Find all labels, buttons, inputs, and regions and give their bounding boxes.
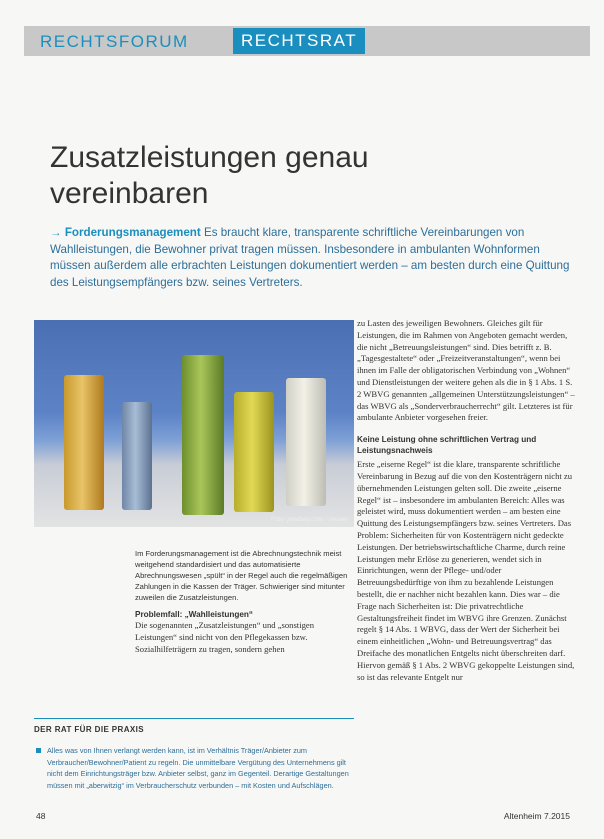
article-lead bbox=[50, 225, 570, 291]
article-title: Zusatzleistungen genau vereinbaren bbox=[50, 141, 369, 210]
article-photo bbox=[34, 320, 354, 527]
section-header bbox=[24, 26, 590, 56]
tip-text: Alles was von Ihnen verlangt werden kann, ist im Verhältnis Träger/Anbieter zum Verbraucher/Bewohner/Patient zu regeln. Die unmittelbare Vergütung des Unternehmens gilt nicht dem Einrichtungsträger bzw. Anbieter selbst, ganz im Gegenteil. Derartige Gestaltungen müssen mit „aberwitzig“ im Verbraucherschutz verbunden – mit Kosten und Aufschlägen. bbox=[34, 745, 354, 791]
intro-column: Im Forderungsmanagement ist die Abrechnungstechnik meist weitgehend standardisiert und das automatisierte Abrechnungswesen „spült“ in der Regel auch die regelmäßigen Zahlungen in die Kassen der Träger. Schwieriger sind mitunter zuweilen die Zusatzleistungen. Problemfall: „Wahlleistungen“ Die sogenannten „Zusatzleistungen“ und „sonstigen Leistungen“ sind nicht von den Pflegekassen bzw. Sozialhilfeträgern zu tragen, sondern gehen bbox=[135, 548, 350, 655]
arrow-icon: → bbox=[50, 226, 62, 239]
section-tag: RECHTSRAT bbox=[233, 28, 365, 54]
money-roll-icon bbox=[286, 378, 326, 506]
section-label: RECHTSFORUM bbox=[40, 32, 189, 51]
practice-tip-box bbox=[34, 718, 354, 791]
subheading: Keine Leistung ohne schriftlichen Vertrag und Leistungsnachweis bbox=[357, 435, 537, 456]
money-roll-icon bbox=[182, 355, 224, 515]
page-number: 48 bbox=[36, 811, 46, 821]
bullet-icon bbox=[36, 748, 41, 753]
money-roll-icon bbox=[64, 375, 104, 510]
subheading: Problemfall: „Wahlleistungen“ bbox=[135, 610, 253, 619]
lead-text: Es braucht klare, transparente schriftliche Vereinbarungen von Wahlleistungen, die Bewohner privat tragen müssen. Insbesondere in ambulanten Wohnformen müssen außerdem alle erbrachten Leistungen dokumentiert werden – am besten durch eine Quittung des Leistungsempfängers bzw. seines Vertreters. bbox=[50, 226, 570, 289]
photo-credit: Foto: pixabay.com / neuwe bbox=[270, 516, 348, 523]
money-roll-icon bbox=[122, 402, 152, 510]
tip-heading: DER RAT FÜR DIE PRAXIS bbox=[34, 725, 144, 734]
issue-label: Altenheim 7.2015 bbox=[503, 811, 570, 821]
divider bbox=[34, 718, 354, 719]
money-roll-icon bbox=[234, 392, 274, 512]
lead-kicker: Forderungsmanagement bbox=[64, 226, 201, 239]
right-column: zu Lasten des jeweiligen Bewohners. Gleiches gilt für Leistungen, die im Rahmen von Angeboten gemacht werden, die nicht „Betreuungsleistungen“ sind. Dies betrifft z. B. „Tagesgestaltete“ oder „Freizeitveranstaltungen“, wenn bei ihnen im Falle der obligatorischen Verbindung von „Wohnen“ und Dienstleistungen der weitere gehen als die in § 1 Abs. 1 S. 2 WBVG genannten „allgemeinen Unterstützungsleistungen“ – das WBVG als „Sonderverbraucherrecht“ gilt. Letzteres ist für ambulante Anbieter vorgesehen freier. Keine Leistung ohne schriftlichen Vertrag und Leistungsnachweis Erste „eiserne Regel“ ist die klare, transparente schriftliche Vereinbarung in Bezug auf die von den Kostenträgern nicht zu übernehmenden Leistungen gelten soll. Die zweite „eiserne Regel“ ist – insbesondere im ambulanten Bereich: Alles was geleistet wird, muss dokumentiert werden – am besten eine Quittung des Leistungsempfängers bzw. seines Vertreters. Das Problem: Sicherheiten für von Kostenträgern nicht gedeckte Leistungen. Der betriebswirtschaftliche Charme, durch reine Leistungen mehr Erlöse zu generieren, wendet sich in Einrichtungen, wenn der Pflege- und/oder Betreuungsbedürftige von ihm zu bezahlende Leistungen bestellt, die er nachher nicht bezahlen kann. Dies war – die Frage nach Sicherheiten ist: Die privatrechtliche Gestaltungsfreiheit findet im WBVG ihre Grenzen. Zunächst regelt § 14 Abs. 1 WBVG, dass der Wert der Sicherheit bei einem einheitlichen „Wohn- und Betreuungsvertrag“ das Dreifache des monatlichen Entgelts nicht überschreiten darf. Hiervon gemäß § 1 Abs. 2 WBVG gekoppelte Leistungen sind, so ist das relevante Entgelt nur bbox=[357, 318, 575, 682]
